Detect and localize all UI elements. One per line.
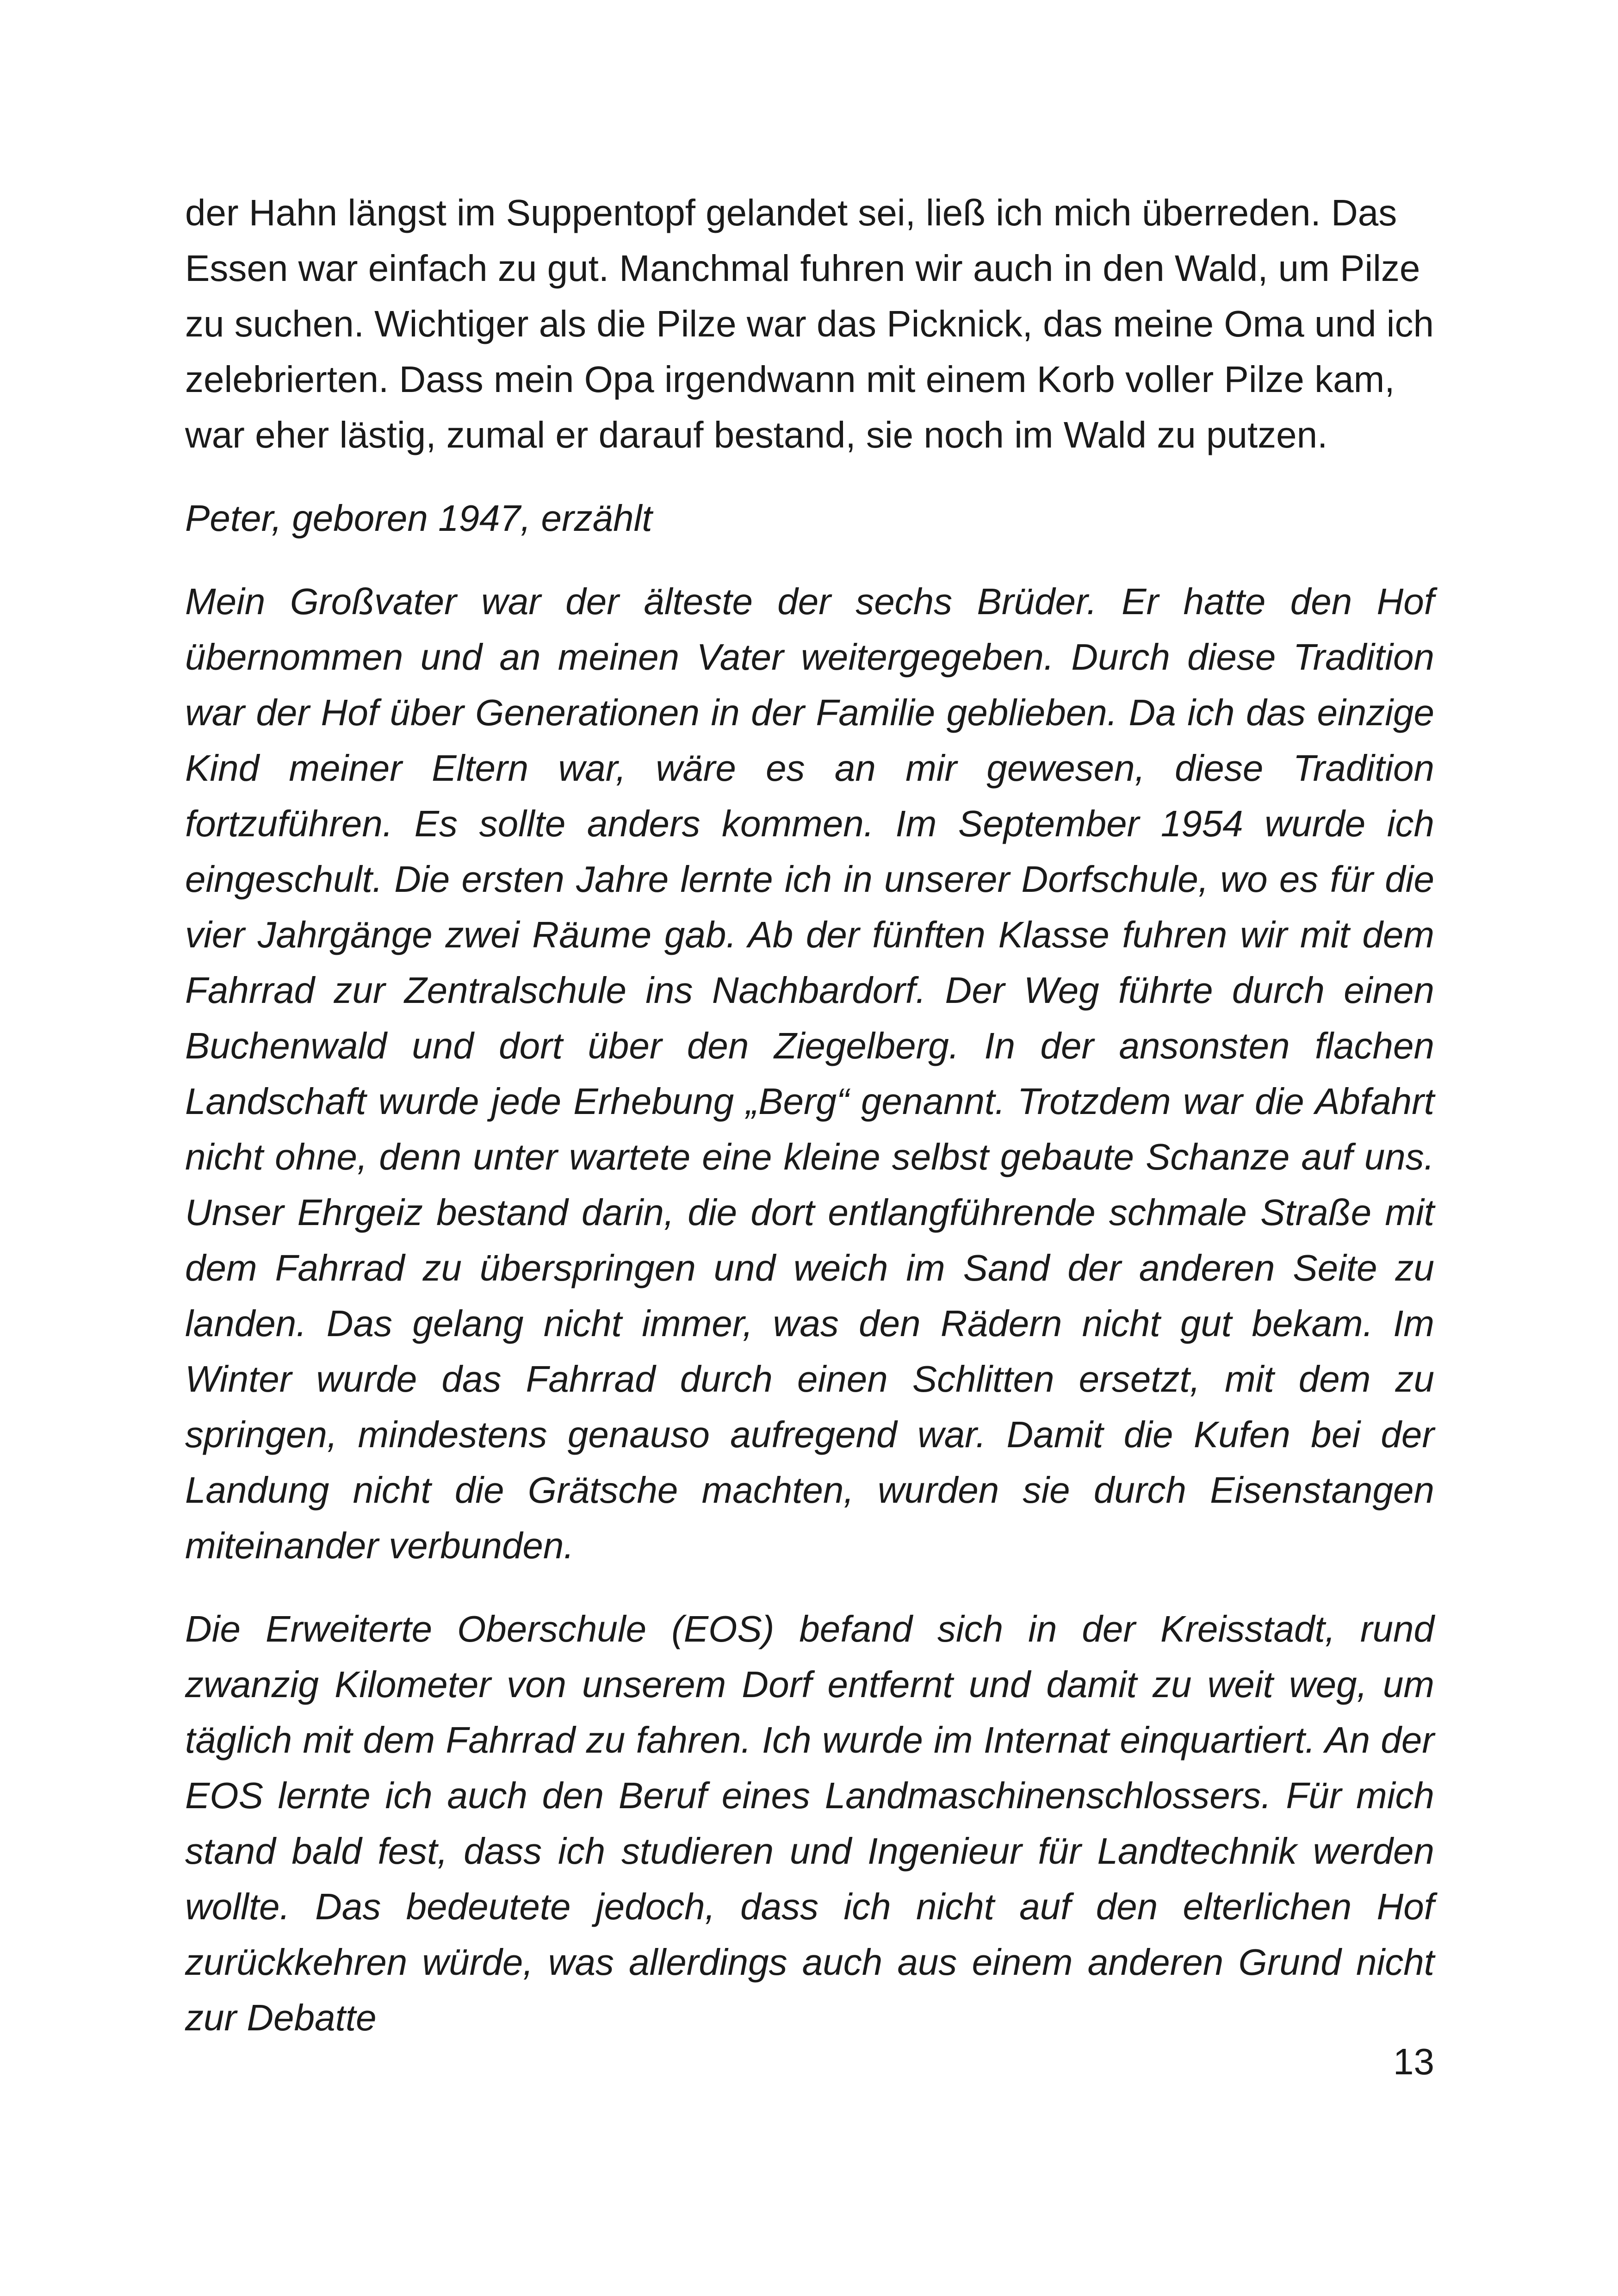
- page-number: 13: [1393, 2041, 1434, 2082]
- paragraph-narrative-2: Die Erweiterte Oberschule (EOS) befand sich in der Kreisstadt, rund zwanzig Kilometer von unserem Dorf entfernt und damit zu weit weg, um täglich mit dem Fahrrad zu fahren. Ich wurde im Internat einquartiert. An der EOS lernte ich auch den Beruf eines Landmaschinenschlossers. Für mich stand bald fest, dass ich studieren und Ingenieur für Landtechnik werden wollte. Das bedeutete jedoch, dass ich nicht auf den elterlichen Hof zurückkehren würde, was allerdings auch aus einem anderen Grund nicht zur Debatte: [185, 1608, 1434, 2038]
- section-heading: Peter, geboren 1947, erzählt: [185, 498, 652, 539]
- body-text: [185, 185, 1434, 2073]
- paragraph-narrative-1: Mein Großvater war der älteste der sechs Brüder. Er hatte den Hof übernommen und an meinen Vater weitergegeben. Durch diese Tradition war der Hof über Generationen in der Familie geblieben. Da ich das einzige Kind meiner Eltern war, wäre es an mir gewesen, diese Tradition fortzuführen. Es sollte anders kommen. Im September 1954 wurde ich eingeschult. Die ersten Jahre lernte ich in unserer Dorfschule, wo es für die vier Jahrgänge zwei Räume gab. Ab der fünften Klasse fuhren wir mit dem Fahrrad zur Zentralschule ins Nachbardorf. Der Weg führte durch einen Buchenwald und dort über den Ziegelberg. In der ansonsten flachen Landschaft wurde jede Erhebung „Berg“ genannt. Trotzdem war die Abfahrt nicht ohne, denn unter wartete eine kleine selbst gebaute Schanze auf uns. Unser Ehrgeiz bestand darin, die dort entlangführende schmale Straße mit dem Fahrrad zu überspringen und weich im Sand der anderen Seite zu landen. Das gelang nicht immer, was den Rädern nicht gut bekam. Im Winter wurde das Fahrrad durch einen Schlitten ersetzt, mit dem zu springen, mindestens genauso aufregend war. Damit die Kufen bei der Landung nicht die Grätsche machten, wurden sie durch Eisenstangen miteinander verbunden.: [185, 581, 1434, 1566]
- paragraph-opening: der Hahn längst im Suppentopf gelandet sei, ließ ich mich überreden. Das Essen war einfach zu gut. Manchmal fuhren wir auch in den Wald, um Pilze zu suchen. Wichtiger als die Pilze war das Picknick, das meine Oma und ich zelebrierten. Dass mein Opa irgendwann mit einem Korb voller Pilze kam, war eher lästig, zumal er darauf bestand, sie noch im Wald zu putzen.: [185, 192, 1434, 455]
